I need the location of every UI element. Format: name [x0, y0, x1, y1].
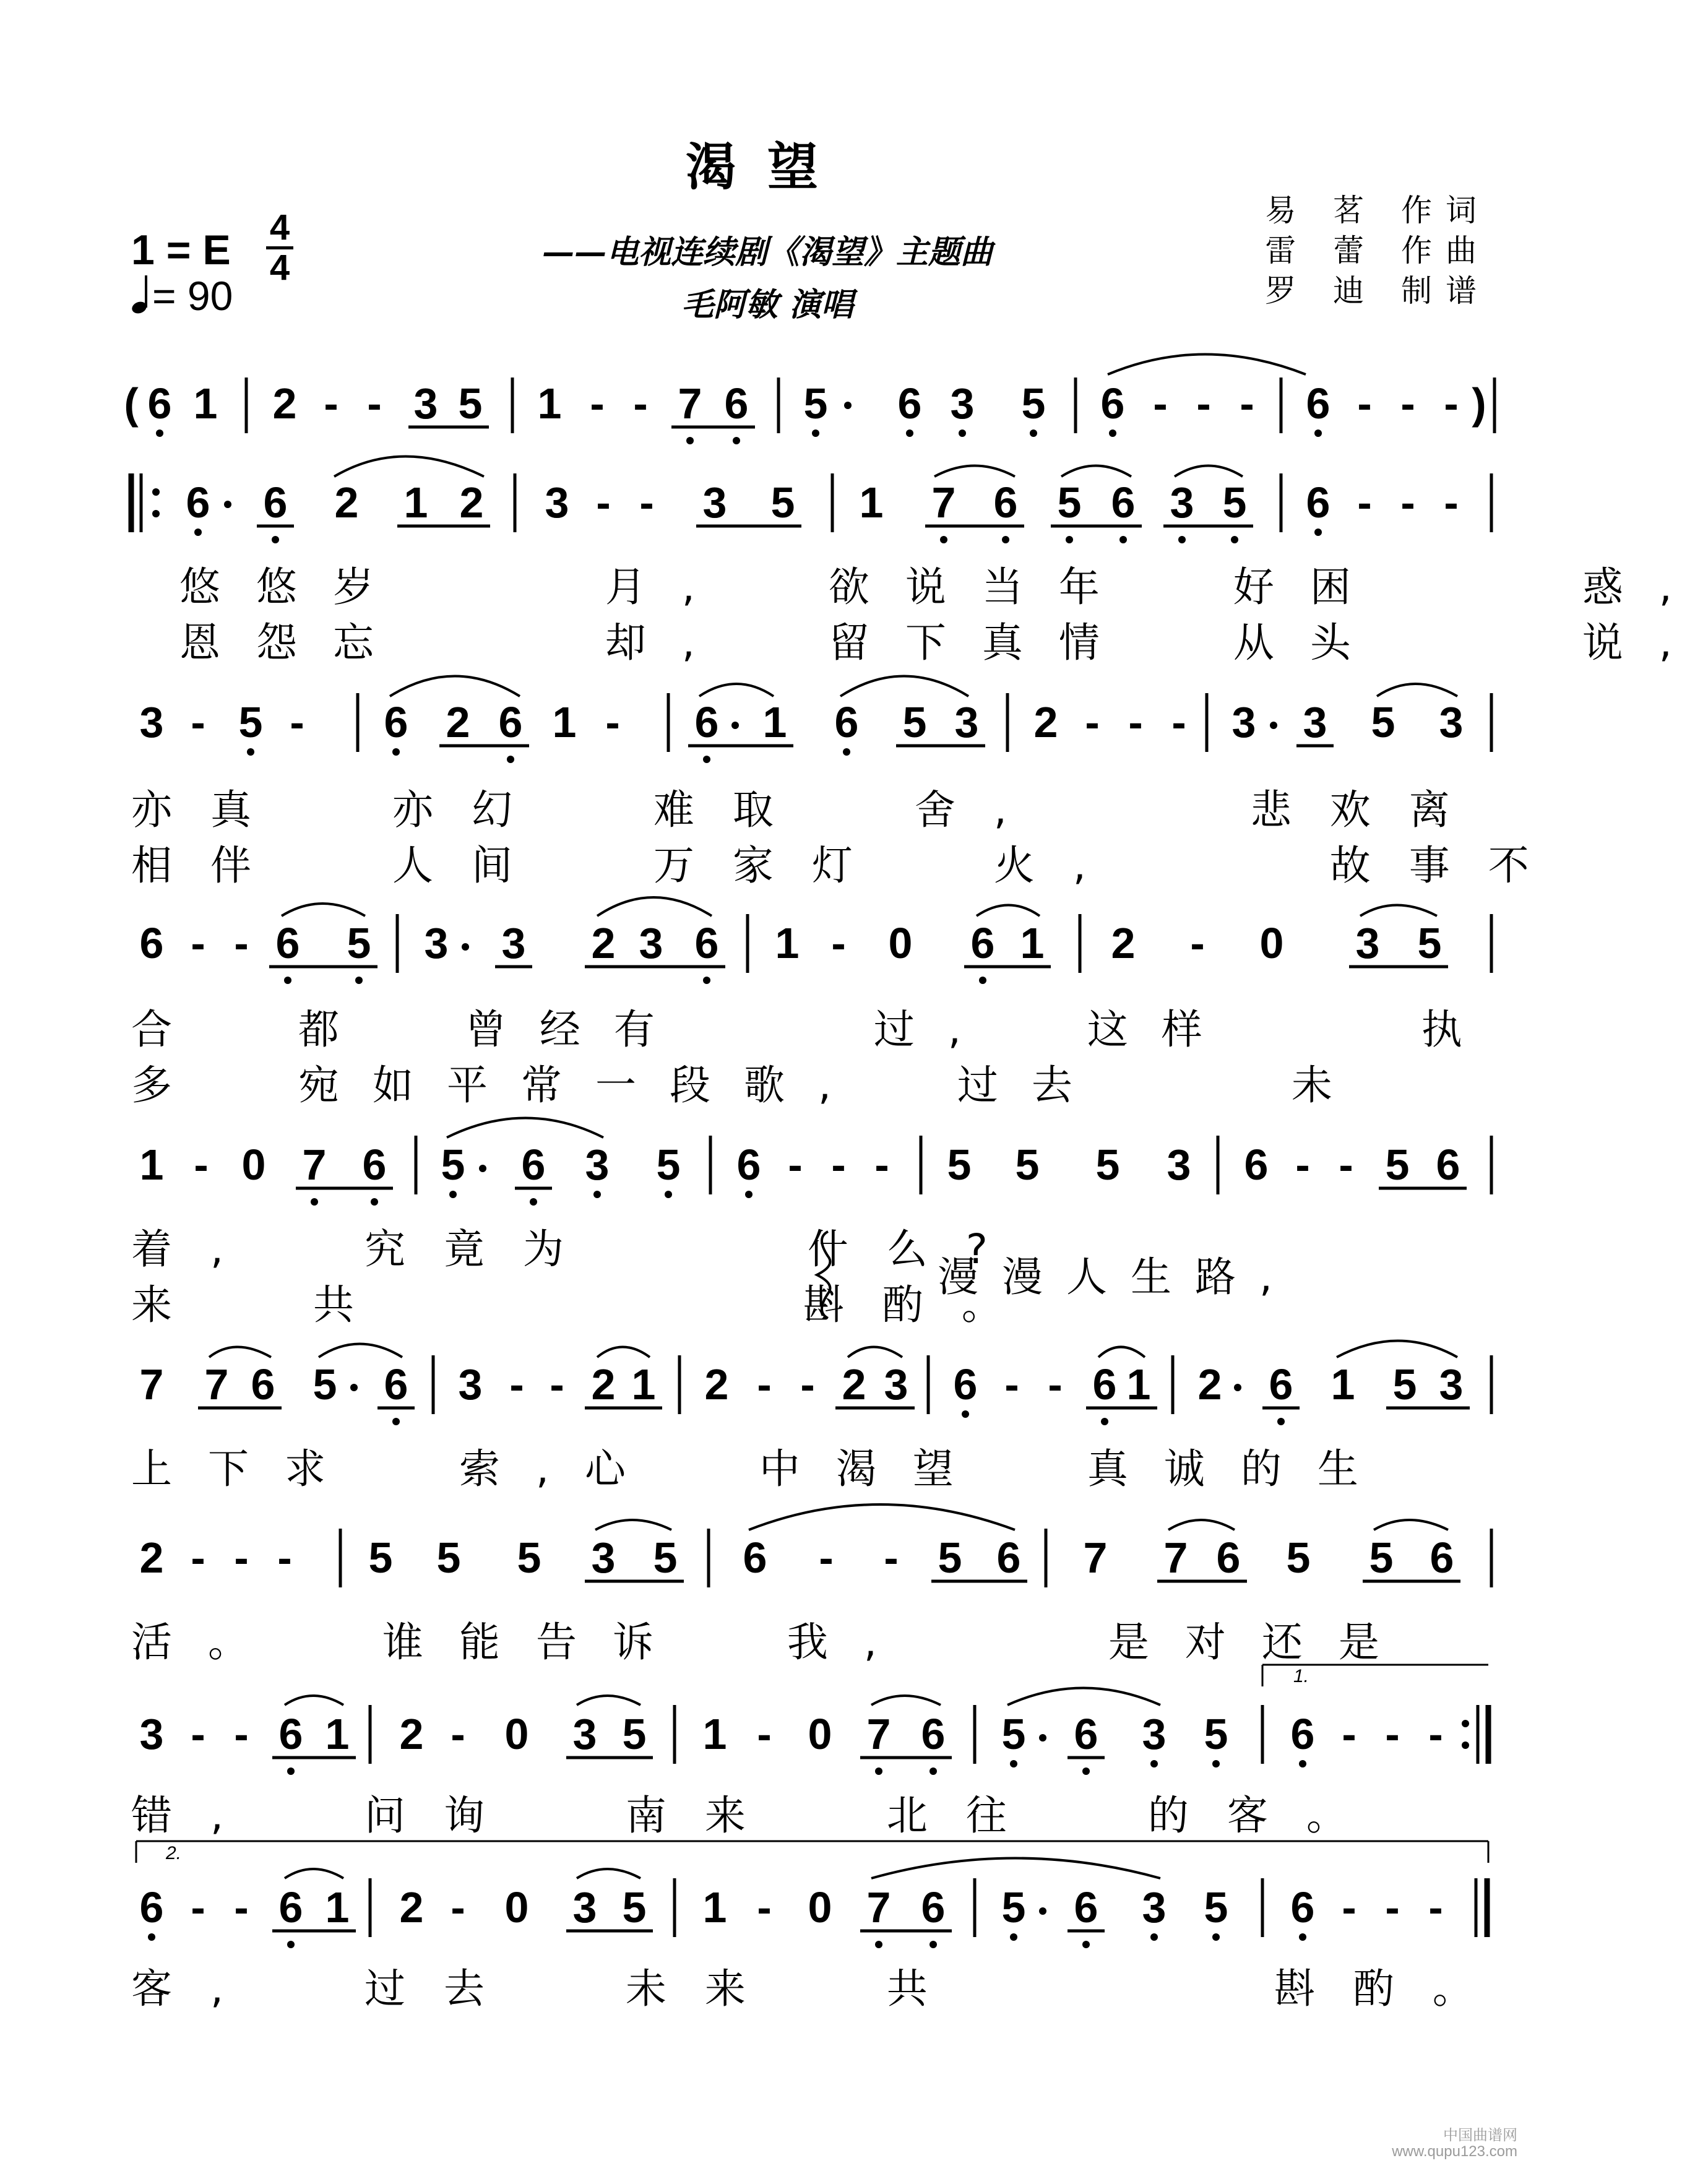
svg-text:5: 5	[656, 1141, 681, 1189]
svg-text:2: 2	[459, 478, 484, 527]
staff-row-6	[140, 1341, 1491, 1426]
svg-text:-: -	[1048, 1360, 1063, 1409]
watermark-site: 中国曲谱网	[1443, 2127, 1517, 2144]
staff-row-9	[136, 1841, 1488, 1948]
svg-text:6: 6	[139, 1883, 164, 1931]
svg-text:6: 6	[970, 919, 995, 967]
svg-text:3: 3	[639, 919, 663, 967]
note: 6	[1306, 379, 1331, 428]
lyric-line: 上下求 索,心 中渴望 真诚的生	[131, 1445, 1394, 1493]
svg-text:6: 6	[384, 1360, 408, 1409]
svg-text:-: -	[874, 1141, 889, 1189]
svg-text:0: 0	[808, 1883, 832, 1931]
low-dot	[156, 429, 163, 437]
lyric-line: 活。 谁能告诉 我, 是对还是	[131, 1618, 1415, 1666]
svg-text:-: -	[1240, 379, 1254, 428]
svg-text:5: 5	[1204, 1710, 1228, 1758]
note: 5	[1021, 379, 1046, 428]
svg-text:2: 2	[1033, 698, 1058, 746]
svg-text:5: 5	[1001, 1883, 1026, 1931]
svg-text:5: 5	[1417, 919, 1442, 967]
note: 7	[678, 379, 702, 428]
svg-text:-: -	[605, 698, 620, 746]
svg-text:7: 7	[302, 1141, 327, 1189]
svg-text:5: 5	[1015, 1141, 1040, 1189]
svg-text:3: 3	[1439, 698, 1464, 746]
svg-text:1: 1	[325, 1883, 350, 1931]
open-paren: (	[124, 379, 139, 428]
volta-1-label: 1.	[1293, 1666, 1309, 1686]
svg-text:-: -	[1428, 1710, 1443, 1758]
svg-text:-: -	[819, 1534, 834, 1582]
svg-text:6: 6	[1436, 1141, 1460, 1189]
svg-text:5: 5	[622, 1710, 647, 1758]
svg-text:3: 3	[1355, 919, 1380, 967]
svg-text:1: 1	[859, 478, 884, 527]
svg-text:3: 3	[572, 1710, 597, 1758]
svg-text:-: -	[831, 919, 846, 967]
svg-text:6: 6	[1430, 1534, 1454, 1582]
svg-text:6: 6	[1074, 1883, 1098, 1931]
svg-text:-: -	[1400, 478, 1415, 527]
lyric-line: 合 都 曾经有 过, 这样 执	[131, 1006, 1496, 1053]
svg-text:6: 6	[498, 698, 523, 746]
svg-text:2: 2	[1111, 919, 1136, 967]
svg-text:-: -	[1385, 1710, 1400, 1758]
svg-text:6: 6	[251, 1360, 275, 1409]
svg-text:3: 3	[1167, 1141, 1191, 1189]
svg-text:5: 5	[1001, 1710, 1026, 1758]
svg-text:7: 7	[139, 1360, 164, 1409]
svg-text:5: 5	[436, 1534, 461, 1582]
svg-text:5: 5	[1057, 478, 1082, 527]
lyric-line: 悠悠岁 月, 欲说当年 好困 惑,	[179, 563, 1708, 611]
watermark	[1392, 2128, 1517, 2160]
note: 2	[272, 379, 297, 428]
svg-text:6: 6	[1216, 1534, 1241, 1582]
svg-text:6: 6	[743, 1534, 767, 1582]
svg-text:-: -	[596, 478, 611, 527]
staff-row-4	[140, 897, 1491, 984]
svg-text:3: 3	[884, 1360, 908, 1409]
svg-text:2: 2	[842, 1360, 866, 1409]
svg-text:-: -	[831, 1141, 846, 1189]
dash: -	[324, 379, 339, 428]
svg-text:5: 5	[1369, 1534, 1394, 1582]
svg-text:5: 5	[347, 919, 371, 967]
svg-text:6: 6	[1269, 1360, 1293, 1409]
svg-text:-: -	[550, 1360, 564, 1409]
svg-text:1: 1	[1331, 1360, 1355, 1409]
svg-text:-: -	[1295, 1141, 1310, 1189]
svg-text:7: 7	[1083, 1534, 1108, 1582]
svg-text:-: -	[1400, 379, 1415, 428]
svg-text:6: 6	[834, 698, 859, 746]
svg-text:-: -	[757, 1710, 772, 1758]
svg-text:1: 1	[325, 1710, 350, 1758]
svg-text:2: 2	[591, 1360, 616, 1409]
svg-text:-: -	[788, 1141, 803, 1189]
svg-text:3: 3	[424, 919, 449, 967]
svg-text:1: 1	[702, 1710, 727, 1758]
svg-text:0: 0	[504, 1883, 529, 1931]
svg-text:5: 5	[770, 478, 795, 527]
svg-text:7: 7	[1163, 1534, 1188, 1582]
svg-text:-: -	[639, 478, 654, 527]
transcriber-credit: 罗 迪 制谱	[1265, 273, 1490, 309]
svg-text:5: 5	[1385, 1141, 1410, 1189]
svg-text:5: 5	[622, 1883, 647, 1931]
song-subtitle: ——电视连续剧《渴望》主题曲	[541, 233, 993, 271]
svg-text:5: 5	[653, 1534, 678, 1582]
svg-text:6: 6	[993, 478, 1018, 527]
composer-credit: 雷 蕾 作曲	[1265, 233, 1490, 269]
svg-text:-: -	[1339, 1141, 1353, 1189]
svg-text:5: 5	[938, 1534, 962, 1582]
svg-text:6: 6	[384, 698, 408, 746]
svg-text:-: -	[1444, 379, 1459, 428]
svg-text:3: 3	[585, 1141, 610, 1189]
svg-text:2: 2	[399, 1883, 424, 1931]
svg-text:6: 6	[996, 1534, 1021, 1582]
svg-text:-: -	[1153, 379, 1168, 428]
time-denominator: 4	[269, 248, 290, 288]
svg-text:-: -	[191, 698, 205, 746]
svg-text:-: -	[1171, 698, 1186, 746]
svg-text:-: -	[234, 919, 249, 967]
repeat-dot	[152, 488, 160, 496]
svg-text:1: 1	[702, 1883, 727, 1931]
svg-text:-: -	[1085, 698, 1100, 746]
svg-text:6: 6	[278, 1883, 303, 1931]
svg-text:5: 5	[1392, 1360, 1417, 1409]
svg-text:1: 1	[139, 1141, 164, 1189]
svg-text:6: 6	[1111, 478, 1136, 527]
staff-row-2	[131, 457, 1491, 544]
svg-text:3: 3	[1142, 1883, 1167, 1931]
svg-text:6: 6	[1092, 1360, 1117, 1409]
staff-row-7	[140, 1504, 1491, 1587]
svg-text:6: 6	[263, 478, 288, 527]
svg-text:-: -	[1357, 379, 1372, 428]
svg-text:6: 6	[362, 1141, 387, 1189]
svg-text:3: 3	[1142, 1710, 1167, 1758]
svg-text:1: 1	[552, 698, 577, 746]
volta-2-label: 2.	[166, 1843, 182, 1863]
svg-text:-: -	[191, 1883, 205, 1931]
svg-text:6: 6	[921, 1710, 946, 1758]
svg-text:2: 2	[139, 1534, 164, 1582]
svg-text:5: 5	[517, 1534, 541, 1582]
lyric-line: 错, 问询 南来 北往 的客。	[131, 1792, 1386, 1839]
svg-text:-: -	[1385, 1883, 1400, 1931]
svg-text:2: 2	[1197, 1360, 1222, 1409]
svg-text:7: 7	[204, 1360, 229, 1409]
svg-text:0: 0	[504, 1710, 529, 1758]
lyric-line: 相伴 人间 万家灯 火, 故事不	[131, 842, 1568, 889]
svg-text:6: 6	[736, 1141, 761, 1189]
svg-text:2: 2	[399, 1710, 424, 1758]
svg-text:3: 3	[1303, 698, 1327, 746]
svg-text:3: 3	[1439, 1360, 1464, 1409]
svg-text:-: -	[757, 1883, 772, 1931]
svg-text:-: -	[191, 919, 205, 967]
svg-text:2: 2	[334, 478, 359, 527]
svg-text:5: 5	[441, 1141, 465, 1189]
note: 5	[458, 379, 483, 428]
dash: -	[590, 379, 605, 428]
svg-text:-: -	[1128, 698, 1143, 746]
svg-text:-: -	[1342, 1883, 1356, 1931]
watermark-url: www.qupu123.com	[1392, 2143, 1517, 2160]
svg-text:3: 3	[501, 919, 526, 967]
lyric-line: 来 共 斟酌。	[131, 1281, 1041, 1329]
svg-text:3: 3	[954, 698, 979, 746]
svg-text:6: 6	[1074, 1710, 1098, 1758]
note: 6	[147, 379, 172, 428]
svg-text:3: 3	[139, 1710, 164, 1758]
tempo-value: = 90	[152, 273, 233, 319]
svg-text:6: 6	[139, 919, 164, 967]
svg-text:2: 2	[591, 919, 616, 967]
svg-text:-: -	[191, 1710, 205, 1758]
svg-text:5: 5	[947, 1141, 972, 1189]
note: 1	[193, 379, 218, 428]
svg-text:-: -	[234, 1883, 249, 1931]
tie	[1108, 355, 1306, 375]
svg-text:6: 6	[953, 1360, 978, 1409]
note: 3	[950, 379, 975, 428]
lyric-line: 多 宛如平常一段歌, 过去 未	[131, 1061, 1366, 1109]
svg-text:6: 6	[278, 1710, 303, 1758]
svg-text:-: -	[1444, 478, 1459, 527]
lyricist-credit: 易 茗 作词	[1265, 192, 1490, 228]
close-paren: )	[1472, 379, 1486, 428]
singer-credit: 毛阿敏 演唱	[681, 286, 854, 324]
svg-text:7: 7	[866, 1883, 891, 1931]
aug-dot	[844, 402, 852, 409]
svg-text:-: -	[194, 1141, 209, 1189]
svg-text:-: -	[1357, 478, 1372, 527]
svg-text:-: -	[451, 1883, 465, 1931]
note: 6	[724, 379, 749, 428]
svg-text:5: 5	[313, 1360, 337, 1409]
svg-text:1: 1	[762, 698, 787, 746]
svg-text:3: 3	[1170, 478, 1194, 527]
svg-text:6: 6	[694, 919, 719, 967]
svg-text:1: 1	[403, 478, 428, 527]
lyric-line: 恩怨忘 却, 留下真情 从头 说,	[179, 619, 1708, 667]
note: 6	[1100, 379, 1125, 428]
svg-text:-: -	[509, 1360, 524, 1409]
svg-text:5: 5	[368, 1534, 393, 1582]
svg-text:3: 3	[591, 1534, 616, 1582]
svg-text:6: 6	[921, 1883, 946, 1931]
svg-text:0: 0	[808, 1710, 832, 1758]
time-numerator: 4	[269, 207, 290, 248]
svg-text:2: 2	[704, 1360, 729, 1409]
svg-text:6: 6	[1290, 1710, 1315, 1758]
svg-text:-: -	[1004, 1360, 1019, 1409]
svg-text:7: 7	[931, 478, 956, 527]
svg-text:6: 6	[694, 698, 719, 746]
svg-text:0: 0	[241, 1141, 266, 1189]
svg-text:0: 0	[1259, 919, 1284, 967]
svg-text:1: 1	[1020, 919, 1045, 967]
svg-text:5: 5	[902, 698, 927, 746]
svg-text:-: -	[234, 1534, 249, 1582]
svg-text:-: -	[884, 1534, 899, 1582]
svg-text:0: 0	[888, 919, 913, 967]
svg-text:3: 3	[458, 1360, 483, 1409]
lyric-line: 漫漫人生路,	[938, 1253, 1296, 1301]
svg-text:5: 5	[1286, 1534, 1311, 1582]
svg-text:-: -	[800, 1360, 815, 1409]
svg-text:5: 5	[1222, 478, 1247, 527]
svg-text:3: 3	[545, 478, 569, 527]
svg-text:-: -	[1196, 379, 1211, 428]
svg-text:-: -	[757, 1360, 772, 1409]
svg-text:6: 6	[186, 478, 210, 527]
staff-row-8	[140, 1665, 1488, 1775]
svg-text:5: 5	[1204, 1883, 1228, 1931]
key-signature: 1 = E	[131, 227, 231, 274]
svg-text:-: -	[277, 1534, 292, 1582]
svg-text:3: 3	[139, 698, 164, 746]
svg-text:-: -	[1428, 1883, 1443, 1931]
lyric-line: 客, 过去 未来 共 斟酌。	[131, 1965, 1512, 2013]
svg-text:6: 6	[275, 919, 300, 967]
lyric-line: 亦真 亦幻 难取 舍, 悲欢离	[131, 786, 1488, 834]
svg-text:3: 3	[702, 478, 727, 527]
svg-text:3: 3	[572, 1883, 597, 1931]
svg-text:-: -	[1190, 919, 1205, 967]
svg-text:6: 6	[1290, 1883, 1315, 1931]
staff-row-3	[140, 676, 1491, 764]
svg-text:6: 6	[521, 1141, 546, 1189]
note: 6	[897, 379, 922, 428]
svg-text:-: -	[1342, 1710, 1356, 1758]
svg-text:-: -	[191, 1534, 205, 1582]
svg-text:5: 5	[1095, 1141, 1120, 1189]
dash: -	[367, 379, 382, 428]
svg-text:1: 1	[631, 1360, 656, 1409]
note: 3	[413, 379, 438, 428]
svg-text:6: 6	[1244, 1141, 1269, 1189]
svg-text:2: 2	[446, 698, 470, 746]
dash: -	[633, 379, 648, 428]
repeat-dot	[152, 510, 160, 517]
svg-text:6: 6	[1306, 478, 1331, 527]
svg-text:5: 5	[1371, 698, 1395, 746]
svg-text:5: 5	[238, 698, 263, 746]
svg-text:3: 3	[1231, 698, 1256, 746]
svg-text:7: 7	[866, 1710, 891, 1758]
staff-row-1	[124, 355, 1494, 445]
note: 5	[803, 379, 828, 428]
lyric-line: 着, 究竟为 什么?	[131, 1225, 1026, 1273]
song-title: 渴望	[685, 137, 849, 197]
note: 1	[537, 379, 562, 428]
svg-text:-: -	[451, 1710, 465, 1758]
svg-text:1: 1	[1126, 1360, 1151, 1409]
svg-text:-: -	[290, 698, 304, 746]
svg-text:-: -	[234, 1710, 249, 1758]
svg-text:1: 1	[775, 919, 800, 967]
